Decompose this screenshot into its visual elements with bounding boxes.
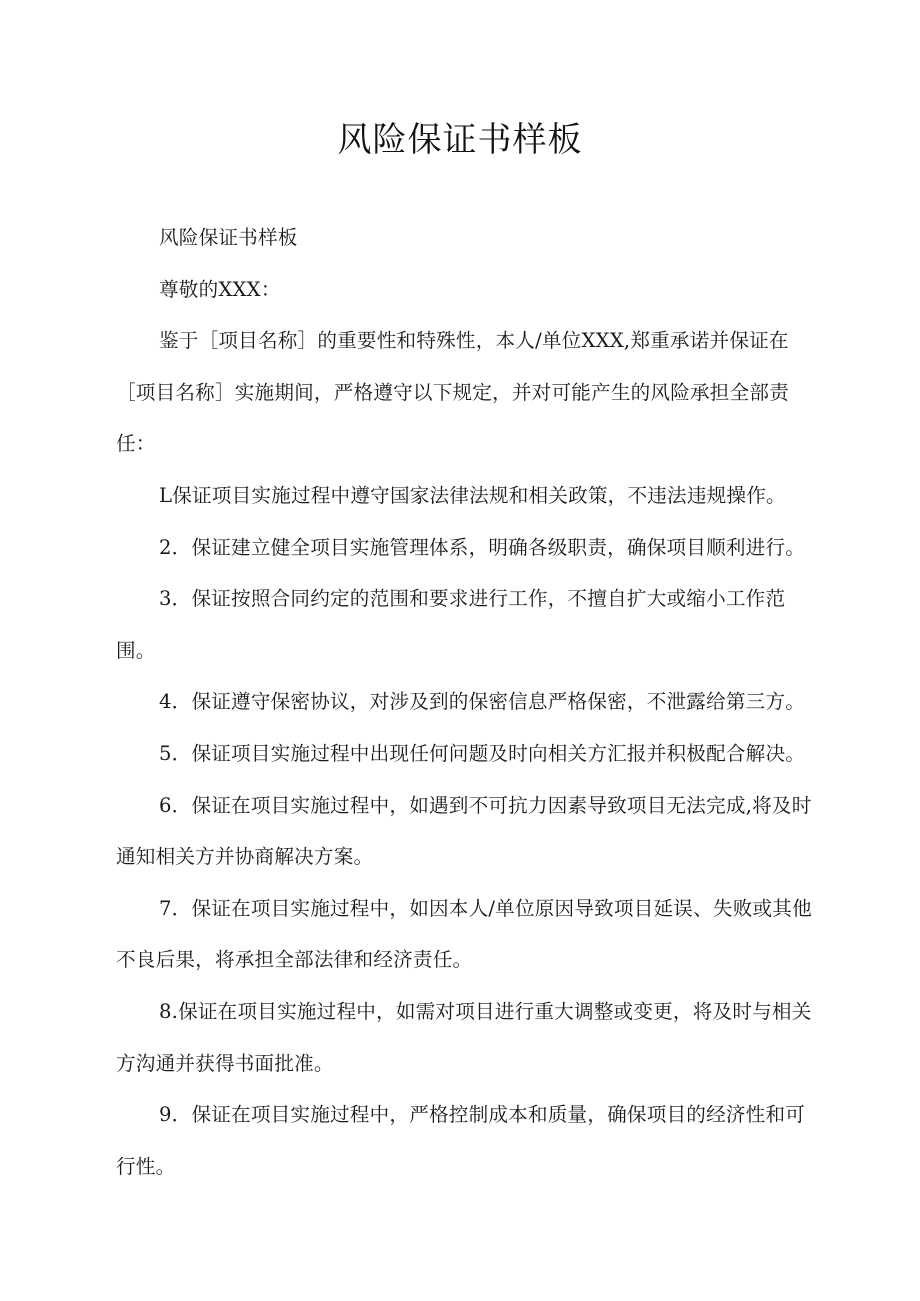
paragraph-salutation: 尊敬的XXX： xyxy=(159,277,281,301)
paragraph-heading: 风险保证书样板 xyxy=(159,226,298,249)
clause-1: L保证项目实施过程中遵守国家法律法规和相关政策，不违法违规操作。 xyxy=(159,483,786,507)
document-body xyxy=(116,212,816,1192)
clause-8: 8.保证在项目实施过程中，如需对项目进行重大调整或变更，将及时与相关方沟通并获得书面批准。 xyxy=(116,999,812,1075)
clause-6: 6．保证在项目实施过程中，如遇到不可抗力因素导致项目无法完成,将及时通知相关方并协商解决方案。 xyxy=(116,793,812,869)
clause-5: 5．保证项目实施过程中出现任何问题及时向相关方汇报并积极配合解决。 xyxy=(159,741,806,765)
paragraph-preamble: 鉴于［项目名称］的重要性和特殊性，本人/单位XXX,郑重承诺并保证在［项目名称］实施期间，严格遵守以下规定，并对可能产生的风险承担全部责任： xyxy=(116,329,789,456)
clause-3: 3．保证按照合同约定的范围和要求进行工作，不擅自扩大或缩小工作范围。 xyxy=(116,587,786,662)
clause-9: 9．保证在项目实施过程中，严格控制成本和质量，确保项目的经济性和可行性。 xyxy=(116,1103,806,1178)
clause-7: 7．保证在项目实施过程中，如因本人/单位原因导致项目延误、失败或其他不良后果，将承担全部法律和经济责任。 xyxy=(116,896,812,972)
clause-2: 2．保证建立健全项目实施管理体系，明确各级职责，确保项目顺利进行。 xyxy=(159,535,806,559)
clause-4: 4．保证遵守保密协议，对涉及到的保密信息严格保密，不泄露给第三方。 xyxy=(159,690,806,714)
document-title: 风险保证书样板 xyxy=(337,120,583,160)
